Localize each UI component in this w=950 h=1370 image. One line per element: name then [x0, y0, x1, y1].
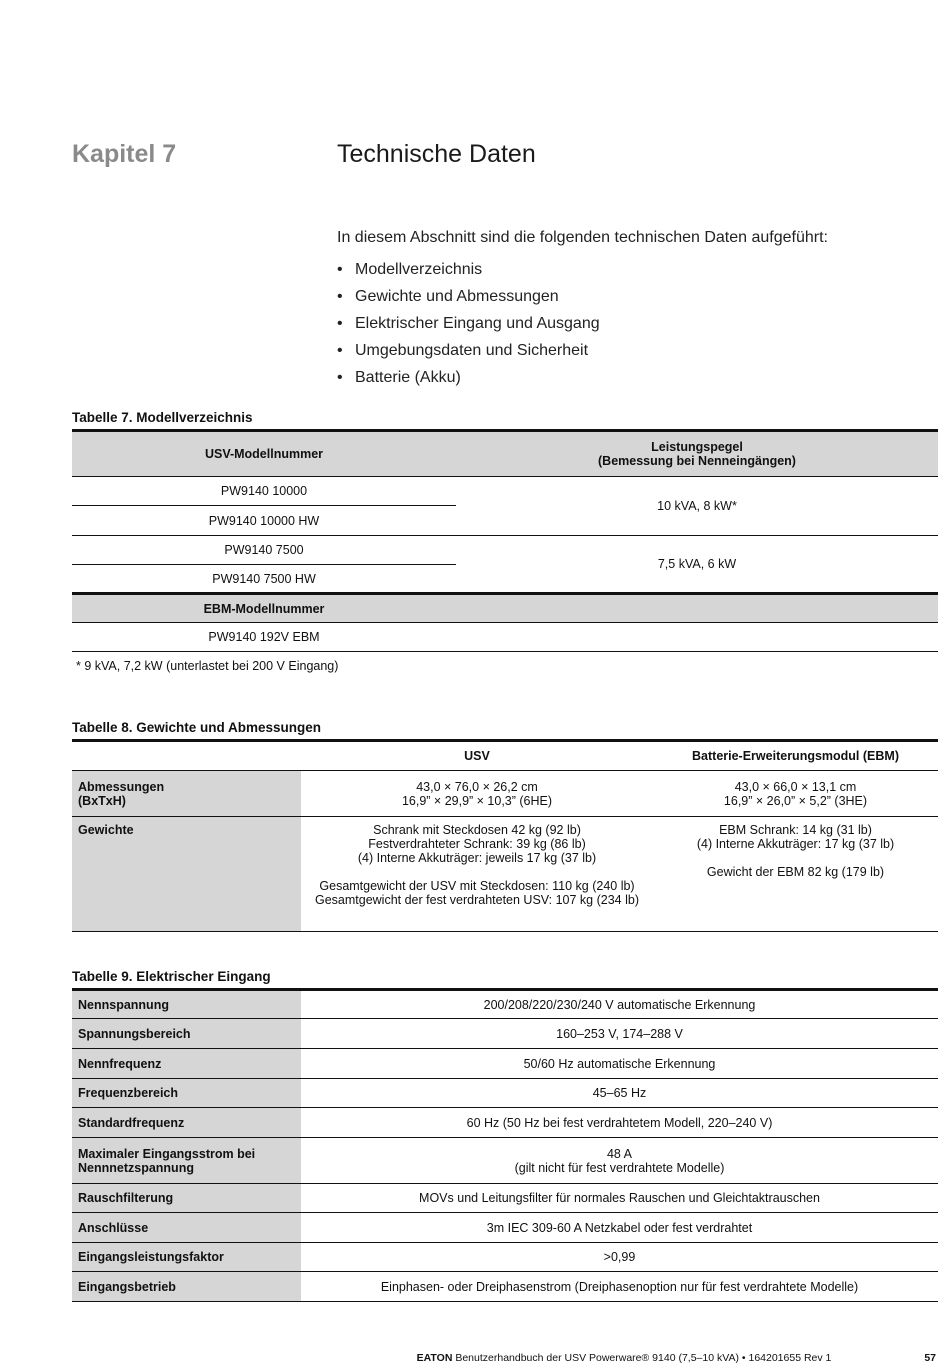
- footer-title: Benutzerhandbuch der USV Powerware® 9140 (7,5–10 kVA): [455, 1352, 739, 1364]
- row-label: Maximaler Eingangsstrom bei Nennnetzspannung: [72, 1138, 301, 1184]
- page-number: 57: [924, 1352, 936, 1364]
- chapter-number: Kapitel 7: [72, 140, 177, 168]
- table-subheader-row: [72, 594, 938, 623]
- power-cell: 7,5 kVA, 6 kW: [657, 557, 737, 571]
- input-table: [72, 988, 938, 1302]
- value-cell: 160–253 V, 174–288 V: [301, 1019, 938, 1049]
- table7-caption: Tabelle 7. Modellverzeichnis: [72, 410, 253, 425]
- value-cell: 43,0 × 76,0 × 26,2 cm 16,9” × 29,9” × 10,3” (6HE): [301, 771, 653, 817]
- model-cell: PW9140 7500: [72, 536, 456, 565]
- row-label: Eingangsleistungsfaktor: [72, 1243, 301, 1272]
- table8-caption: Tabelle 8. Gewichte und Abmessungen: [72, 720, 322, 735]
- footnote: * 9 kVA, 7,2 kW (unterlastet bei 200 V Eingang): [76, 659, 339, 673]
- table-row: [72, 771, 938, 817]
- footer-doc-number: 164201655 Rev 1: [748, 1352, 832, 1364]
- value-cell: EBM Schrank: 14 kg (31 lb) (4) Interne Akkuträger: 17 kg (37 lb) Gewicht der EBM 82 kg (179 lb): [653, 817, 938, 932]
- list-item: • Batterie (Akku): [337, 367, 600, 394]
- value-cell: MOVs und Leitungsfilter für normales Rauschen und Gleichtaktrauschen: [301, 1184, 938, 1213]
- column-header: USV-Modellnummer: [72, 431, 456, 477]
- table-row: [72, 1049, 938, 1079]
- footer-separator: •: [741, 1352, 746, 1364]
- value-cell: Einphasen- oder Dreiphasenstrom (Dreiphasenoption nur für fest verdrahtete Modelle): [301, 1272, 938, 1302]
- row-label: Nennfrequenz: [72, 1049, 301, 1079]
- power-cell: 10 kVA, 8 kW*: [456, 477, 938, 536]
- row-label: Anschlüsse: [72, 1213, 301, 1243]
- table-row: [72, 1243, 938, 1272]
- model-cell: PW9140 192V EBM: [72, 623, 456, 652]
- table-row: [72, 1138, 938, 1184]
- value-cell: Schrank mit Steckdosen 42 kg (92 lb) Festverdrahteter Schrank: 39 kg (86 lb) (4) Interne Akkuträger: jeweils 17 kg (37 lb) Gesamtgewicht der USV mit Steckdosen: 110 kg (240 lb) Gesamtgewicht der fest verdrahteten USV: 107 kg (234 lb): [301, 817, 653, 932]
- table-row: [72, 623, 938, 652]
- list-item: • Elektrischer Eingang und Ausgang: [337, 313, 600, 340]
- table-row: [72, 1019, 938, 1049]
- table-row: [72, 477, 938, 506]
- column-header: Leistungspegel (Bemessung bei Nenneingängen): [456, 431, 938, 477]
- column-header: USV: [301, 741, 653, 771]
- table-row: [72, 1272, 938, 1302]
- table9-caption: Tabelle 9. Elektrischer Eingang: [72, 969, 271, 984]
- column-header: Batterie-Erweiterungsmodul (EBM): [653, 741, 938, 771]
- footer-brand: EATON: [416, 1352, 453, 1364]
- list-item: • Gewichte und Abmessungen: [337, 286, 600, 313]
- row-label: Frequenzbereich: [72, 1079, 301, 1108]
- table-row: [72, 1213, 938, 1243]
- list-item: • Modellverzeichnis: [337, 259, 600, 286]
- table-header-row: [72, 741, 938, 771]
- row-label: Rauschfilterung: [72, 1184, 301, 1213]
- table-row: [72, 990, 938, 1019]
- table-row: [72, 536, 938, 565]
- value-cell: 60 Hz (50 Hz bei fest verdrahtetem Modell, 220–240 V): [301, 1108, 938, 1138]
- model-cell: PW9140 10000 HW: [72, 506, 456, 536]
- value-cell: >0,99: [301, 1243, 938, 1272]
- table-row: [72, 1108, 938, 1138]
- row-label: Standardfrequenz: [72, 1108, 301, 1138]
- weights-table: [72, 739, 938, 932]
- table-row: [72, 1079, 938, 1108]
- value-cell: 3m IEC 309-60 A Netzkabel oder fest verdrahtet: [301, 1213, 938, 1243]
- topic-list: [337, 259, 600, 394]
- model-cell: PW9140 10000: [72, 477, 456, 506]
- value-cell: 200/208/220/230/240 V automatische Erkennung: [301, 990, 938, 1019]
- row-label: Eingangsbetrieb: [72, 1272, 301, 1302]
- page-title: Technische Daten: [337, 140, 536, 168]
- intro-text: In diesem Abschnitt sind die folgenden technischen Daten aufgeführt:: [337, 229, 828, 246]
- model-table: [72, 429, 938, 652]
- table-header-row: [72, 431, 938, 477]
- value-cell: 48 A (gilt nicht für fest verdrahtete Modelle): [301, 1138, 938, 1184]
- value-cell: 50/60 Hz automatische Erkennung: [301, 1049, 938, 1079]
- model-cell: PW9140 7500 HW: [212, 571, 316, 586]
- row-label: Spannungsbereich: [72, 1019, 301, 1049]
- row-label: Nennspannung: [72, 990, 301, 1019]
- ebm-header: EBM-Modellnummer: [72, 594, 456, 623]
- value-cell: 43,0 × 66,0 × 13,1 cm 16,9” × 26,0” × 5,2” (3HE): [653, 771, 938, 817]
- list-item: • Umgebungsdaten und Sicherheit: [337, 340, 600, 367]
- row-label: Abmessungen (BxTxH): [72, 771, 301, 817]
- value-cell: 45–65 Hz: [301, 1079, 938, 1108]
- table-row: [72, 817, 938, 932]
- table-row: [72, 1184, 938, 1213]
- row-label: Gewichte: [72, 817, 301, 932]
- page-footer: [417, 1352, 936, 1364]
